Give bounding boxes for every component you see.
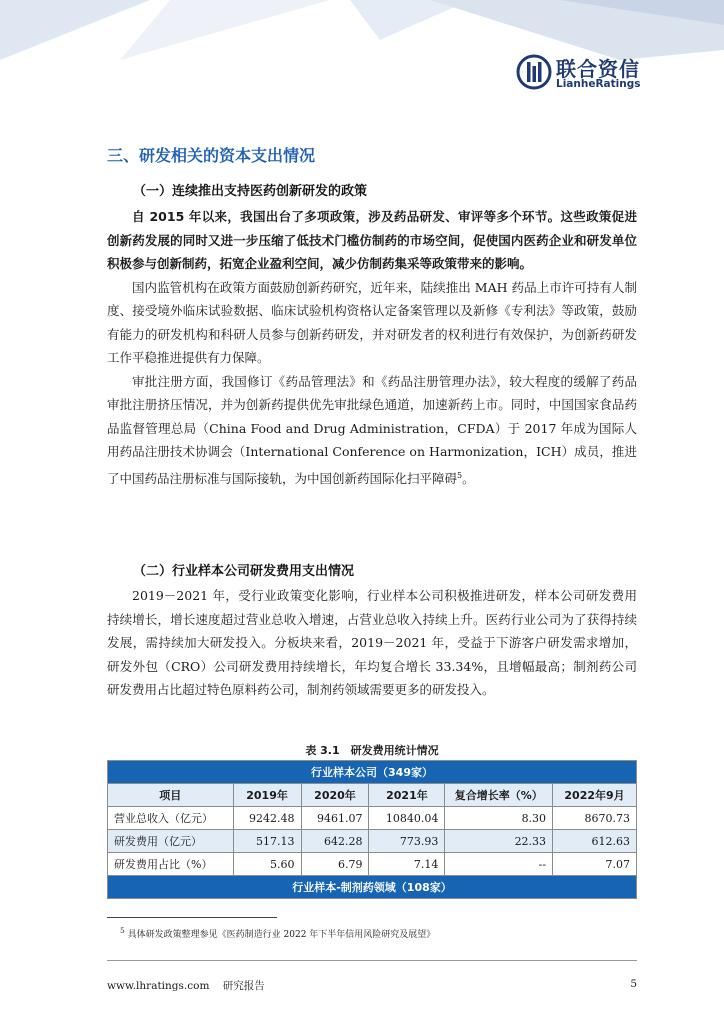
group-header-all: 行业样本公司（349家）: [108, 761, 637, 784]
col-header: 2021年: [369, 784, 445, 807]
footnote-mark: 5: [120, 926, 125, 935]
subsection-title-2: （二）行业样本公司研发费用支出情况: [133, 564, 355, 579]
page-footer: [107, 978, 265, 993]
policy-summary-paragraph: 自 2015 年以来，我国出台了多项政策，涉及药品研发、审评等多个环节。这些政策促进创新药发展的同时又进一步压缩了低技术门槛仿制药的市场空间，促使国内医药企业和研发单位积极参与创新制药，拓宽企业盈利空间，减少仿制药集采等政策带来的影响。: [107, 209, 637, 271]
table-cell: 9461.07: [301, 807, 369, 830]
table-cell: 8670.73: [553, 807, 637, 830]
table-cell: 5.60: [233, 853, 301, 876]
footnote: [120, 926, 435, 940]
rd-expense-table: [107, 760, 637, 899]
col-header: 2020年: [301, 784, 369, 807]
brand-logo: [516, 54, 646, 94]
table-caption: 表 3.1 研发费用统计情况: [305, 744, 439, 757]
table-row: [108, 807, 637, 830]
table-group-row: [108, 761, 637, 784]
table-row: [108, 830, 637, 853]
footnote-divider: [107, 917, 277, 918]
col-header: 2022年9月: [553, 784, 637, 807]
table-cell: 9242.48: [233, 807, 301, 830]
regulation-paragraph: 国内监管机构在政策方面鼓励创新药研究，近年来，陆续推出 MAH 药品上市许可持有人制度、接受境外临床试验数据、临床试验机构资格认定备案管理以及新修《专利法》等政策，鼓励有能力的研发机构和科研人员参与创新药研发，并对研发者的权利进行有效保护，为创新药研发工作平稳推进提供有力保障。: [107, 279, 637, 365]
table-group-row: [108, 876, 637, 899]
col-header: 项目: [108, 784, 234, 807]
footnote-text: 具体研发政策整理参见《医药制造行业 2022 年下半年信用风险研究及展望》: [127, 930, 436, 940]
rd-expense-paragraph: 2019－2021 年，受行业政策变化影响，行业样本公司积极推进研发，样本公司研发费用持续增长，增长速度超过营业总收入增速，占营业总收入持续上升。医药行业公司为了获得持续发展，需持续加大研发投入。分板块来看，2019－2021 年，受益于下游客户研发需求增加，研发外包（CRO）公司研发费用持续增长，年均复合增长 33.34%，且增幅最高；制剂药公司研发费用占比超过特色原料药公司，制剂药领域需要更多的研发投入。: [107, 588, 637, 697]
table-cell: 612.63: [553, 830, 637, 853]
registration-text: 审批注册方面，我国修订《药品管理法》和《药品注册管理办法》，较大程度的缓解了药品审批注册挤压情况，并为创新药提供优先审批绿色通道，加速新药上市。同时，中国国家食品药品监督管理总局（China Food and Drug Administration，CFDA）于 2017 年成为国际人用药品注册技术协调会（International Conference on Harmonization，ICH）成员，推进了中国药品注册标准与国际接轨，为中国创新药国际化扫平障碍: [107, 373, 637, 486]
group-header-formulation: 行业样本-制剂药领域（108家）: [108, 876, 637, 899]
table-cell: 773.93: [369, 830, 445, 853]
row-label: 研发费用占比（%）: [108, 853, 234, 876]
footer-divider: [107, 960, 637, 961]
footer-label: 研究报告: [222, 980, 265, 992]
rd-expense-text: [107, 584, 637, 702]
footer-site-link[interactable]: www.lhratings.com: [107, 980, 210, 992]
table-row: [108, 853, 637, 876]
table-cell: 642.28: [301, 830, 369, 853]
subsection-title-1: （一）连续推出支持医药创新研发的政策: [133, 184, 368, 199]
table-cell: --: [445, 853, 553, 876]
table-cell: 7.14: [369, 853, 445, 876]
brand-name-en: LianheRatings: [556, 78, 641, 90]
table-cell: 8.30: [445, 807, 553, 830]
page-number: 5: [630, 978, 637, 990]
table-cell: 6.79: [301, 853, 369, 876]
registration-end: 。: [462, 470, 475, 486]
col-header: 复合增长率（%）: [445, 784, 553, 807]
col-header: 2019年: [233, 784, 301, 807]
row-label: 营业总收入（亿元）: [108, 807, 234, 830]
lianhe-logo-icon: [516, 54, 552, 90]
table-cell: 517.13: [233, 830, 301, 853]
footnote-ref: 5: [457, 470, 463, 480]
row-label: 研发费用（亿元）: [108, 830, 234, 853]
policy-text: [107, 205, 637, 490]
table-cell: 22.33: [445, 830, 553, 853]
brand-name-cn: 联合资信: [556, 57, 640, 81]
section-title: 三、研发相关的资本支出情况: [107, 146, 316, 165]
table-cell: 7.07: [553, 853, 637, 876]
table-header-row: [108, 784, 637, 807]
table-cell: 10840.04: [369, 807, 445, 830]
registration-paragraph: [107, 370, 637, 491]
